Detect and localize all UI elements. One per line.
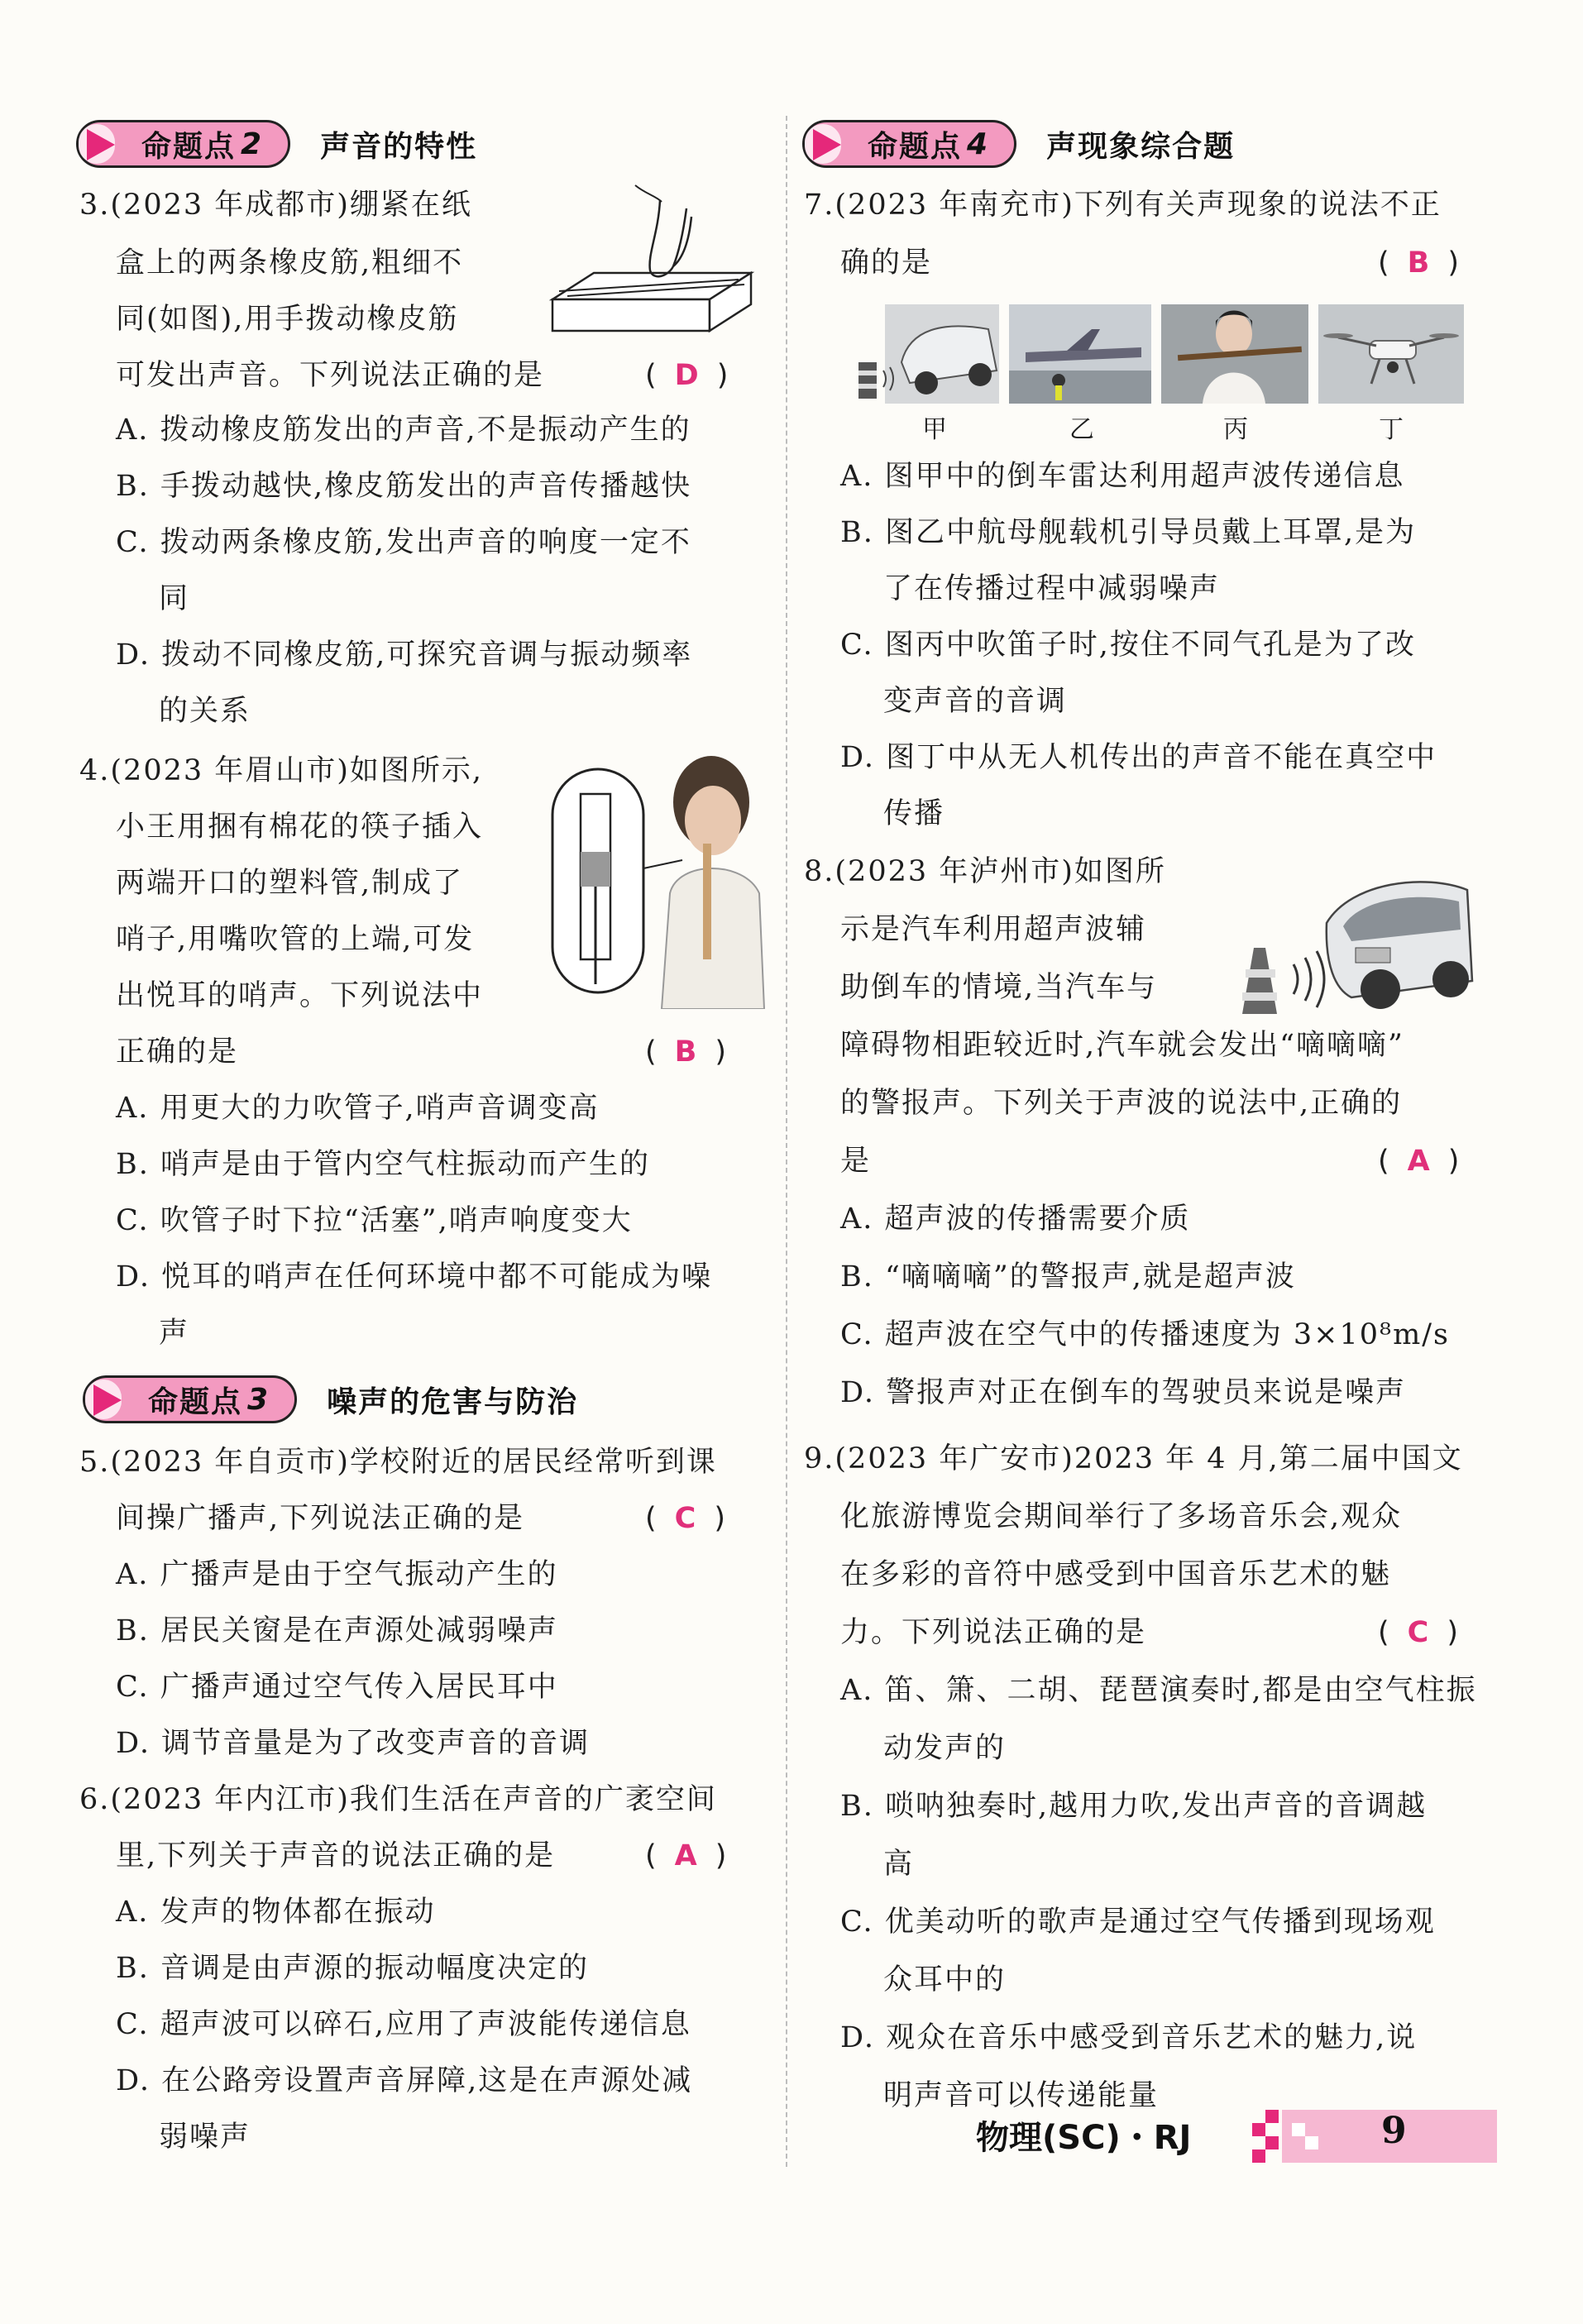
- footer-subject: 物理(SC)・RJ: [976, 2119, 1192, 2157]
- q4-option-a: A. 用更大的力吹管子,哨声音调变高: [116, 1092, 600, 1125]
- caption-ding: 丁: [1379, 415, 1404, 444]
- caption-bing: 丙: [1223, 415, 1248, 444]
- answer-bracket: ( B ): [1378, 246, 1459, 280]
- reversing-car-figure: [1227, 865, 1475, 1022]
- q6-line: 6.(2023 年内江市)我们生活在声音的广袤空间: [79, 1783, 717, 1816]
- answer-value: C: [674, 1502, 696, 1535]
- q7-line: 7.(2023 年南充市)下列有关声现象的说法不正: [804, 189, 1442, 222]
- q8-line: 8.(2023 年泸州市)如图所: [804, 855, 1166, 888]
- q3-option-c-cont: 同: [159, 582, 190, 615]
- q9-line: 9.(2023 年广安市)2023 年 4 月,第二届中国文: [804, 1442, 1463, 1475]
- q9-line: 在多彩的音符中感受到中国音乐艺术的魅: [840, 1558, 1392, 1591]
- q5-option-c: C. 广播声通过空气传入居民耳中: [116, 1671, 558, 1704]
- q7-option-c: C. 图丙中吹笛子时,按住不同气孔是为了改: [840, 629, 1416, 662]
- q5-option-b: B. 居民关窗是在声源处减弱噪声: [116, 1614, 558, 1647]
- q8-line: 障碍物相距较近时,汽车就会发出“嘀嘀嘀”: [840, 1029, 1404, 1062]
- q5-option-a: A. 广播声是由于空气振动产生的: [116, 1558, 558, 1591]
- section-pill: [83, 1375, 297, 1423]
- q3-line: 同(如图),用手拨动橡皮筋: [116, 303, 459, 336]
- section-number: 2: [241, 127, 264, 161]
- page-footer: [968, 2105, 1497, 2168]
- answer-value: D: [674, 359, 699, 392]
- q6-option-d: D. 在公路旁设置声音屏障,这是在声源处减: [116, 2064, 693, 2097]
- answer-bracket: ( A ): [645, 1839, 727, 1872]
- q9-option-b-cont: 高: [883, 1848, 915, 1881]
- q8-line: 助倒车的情境,当汽车与: [840, 971, 1158, 1004]
- caption-yi: 乙: [1069, 415, 1094, 444]
- q4-line: 哨子,用嘴吹管的上端,可发: [116, 923, 475, 956]
- q4-line: 出悦耳的哨声。下列说法中: [116, 979, 484, 1012]
- section-pill: [802, 120, 1016, 168]
- answer-bracket: ( C ): [1378, 1616, 1458, 1649]
- q7-option-c-cont: 变声音的音调: [883, 685, 1068, 718]
- q4-option-d-cont: 声: [159, 1317, 190, 1350]
- q7-option-d-cont: 传播: [883, 797, 945, 830]
- q7-line: 确的是: [840, 246, 933, 280]
- section-badge-3: [83, 1373, 578, 1426]
- q9-option-d: D. 观众在音乐中感受到音乐艺术的魅力,说: [840, 2021, 1418, 2054]
- q8-line: 示是汽车利用超声波辅: [840, 913, 1147, 946]
- q8-option-c: C. 超声波在空气中的传播速度为 3×10⁸m/s: [840, 1318, 1451, 1351]
- answer-value: A: [1407, 1145, 1430, 1178]
- answer-bracket: ( C ): [645, 1502, 725, 1535]
- q7-option-b-cont: 了在传播过程中减弱噪声: [883, 572, 1221, 605]
- q9-option-a: A. 笛、箫、二胡、琵琶演奏时,都是由空气柱振: [840, 1674, 1477, 1707]
- answer-value: C: [1407, 1616, 1429, 1649]
- q6-line: 里,下列关于声音的说法正确的是: [116, 1839, 556, 1872]
- q3-option-d: D. 拨动不同橡皮筋,可探究音调与振动频率: [116, 638, 693, 672]
- q5-line: 间操广播声,下列说法正确的是: [116, 1502, 525, 1535]
- photo-flute-player: [1161, 304, 1308, 404]
- section-label: 命题点: [148, 1384, 243, 1419]
- play-arrow-icon: [87, 129, 115, 160]
- q9-option-d-cont: 明声音可以传递能量: [883, 2079, 1160, 2112]
- q3-option-d-cont: 的关系: [159, 695, 251, 728]
- q9-option-b: B. 唢呐独奏时,越用力吹,发出声音的音调越: [840, 1790, 1428, 1823]
- q4-line: 两端开口的塑料管,制成了: [116, 867, 464, 900]
- section-label: 命题点: [868, 129, 963, 164]
- q7-option-b: B. 图乙中航母舰载机引导员戴上耳罩,是为: [840, 516, 1417, 549]
- q9-line: 化旅游博览会期间举行了多场音乐会,观众: [840, 1500, 1403, 1533]
- q3-option-b: B. 手拨动越快,橡皮筋发出的声音传播越快: [116, 470, 692, 503]
- answer-bracket: ( D ): [645, 359, 729, 392]
- play-arrow-icon: [93, 1384, 122, 1416]
- q3-line: 盒上的两条橡皮筋,粗细不: [116, 246, 464, 280]
- girl-whistle-figure: [538, 744, 766, 1009]
- q4-option-b: B. 哨声是由于管内空气柱振动而产生的: [116, 1148, 650, 1181]
- q3-option-a: A. 拨动橡皮筋发出的声音,不是振动产生的: [116, 414, 691, 447]
- section-badge-2: [76, 117, 477, 170]
- rubber-band-box-figure: [536, 184, 764, 347]
- answer-value: B: [1407, 246, 1430, 280]
- q3-line: 可发出声音。下列说法正确的是: [116, 359, 545, 392]
- q3-option-c: C. 拨动两条橡皮筋,发出声音的响度一定不: [116, 526, 691, 559]
- play-arrow-icon: [813, 129, 841, 160]
- q9-line: 力。下列说法正确的是: [840, 1616, 1147, 1649]
- answer-bracket: ( B ): [645, 1035, 726, 1069]
- answer-value: A: [674, 1839, 697, 1872]
- q4-line: 正确的是: [116, 1035, 239, 1069]
- section-number: 3: [247, 1382, 270, 1417]
- column-divider: [786, 116, 787, 2167]
- caption-jia: 甲: [922, 415, 947, 444]
- q4-option-d: D. 悦耳的哨声在任何环境中都不可能成为噪: [116, 1260, 713, 1294]
- photo-drone: [1318, 304, 1464, 404]
- q8-line: 的警报声。下列关于声波的说法中,正确的: [840, 1087, 1403, 1120]
- q8-option-b: B. “嘀嘀嘀”的警报声,就是超声波: [840, 1260, 1296, 1294]
- q8-line: 是: [840, 1145, 872, 1178]
- section-label: 命题点: [141, 129, 237, 164]
- q9-option-c: C. 优美动听的歌声是通过空气传播到现场观: [840, 1906, 1436, 1939]
- photo-reversing-car: [852, 304, 999, 404]
- section-badge-4: [802, 117, 1235, 170]
- q6-option-b: B. 音调是由声源的振动幅度决定的: [116, 1952, 589, 1985]
- answer-bracket: ( A ): [1378, 1145, 1460, 1178]
- q3-line: 3.(2023 年成都市)绷紧在纸: [79, 189, 472, 222]
- q8-option-d: D. 警报声对正在倒车的驾驶员来说是噪声: [840, 1376, 1407, 1409]
- section-title: 声音的特性: [320, 129, 478, 164]
- page-number: 9: [1381, 2110, 1407, 2152]
- photo-aircraft-carrier: [1009, 304, 1151, 404]
- q6-option-c: C. 超声波可以碎石,应用了声波能传递信息: [116, 2008, 691, 2041]
- q4-option-c: C. 吹管子时下拉“活塞”,哨声响度变大: [116, 1204, 633, 1237]
- q7-option-a: A. 图甲中的倒车雷达利用超声波传递信息: [840, 460, 1405, 493]
- answer-value: B: [674, 1035, 697, 1069]
- section-pill: [76, 120, 290, 168]
- q9-option-c-cont: 众耳中的: [883, 1963, 1007, 1996]
- q8-option-a: A. 超声波的传播需要介质: [840, 1203, 1191, 1236]
- q7-option-d: D. 图丁中从无人机传出的声音不能在真空中: [840, 741, 1437, 774]
- q4-line: 4.(2023 年眉山市)如图所示,: [79, 754, 484, 787]
- q9-option-a-cont: 动发声的: [883, 1732, 1007, 1765]
- q6-option-d-cont: 弱噪声: [159, 2121, 251, 2154]
- q5-line: 5.(2023 年自贡市)学校附近的居民经常听到课: [79, 1446, 717, 1479]
- section-title: 声现象综合题: [1046, 129, 1236, 164]
- section-number: 4: [967, 127, 990, 161]
- section-title: 噪声的危害与防治: [327, 1384, 579, 1419]
- q6-option-a: A. 发声的物体都在振动: [116, 1896, 436, 1929]
- q5-option-d: D. 调节音量是为了改变声音的音调: [116, 1727, 591, 1760]
- q4-line: 小王用捆有棉花的筷子插入: [116, 811, 484, 844]
